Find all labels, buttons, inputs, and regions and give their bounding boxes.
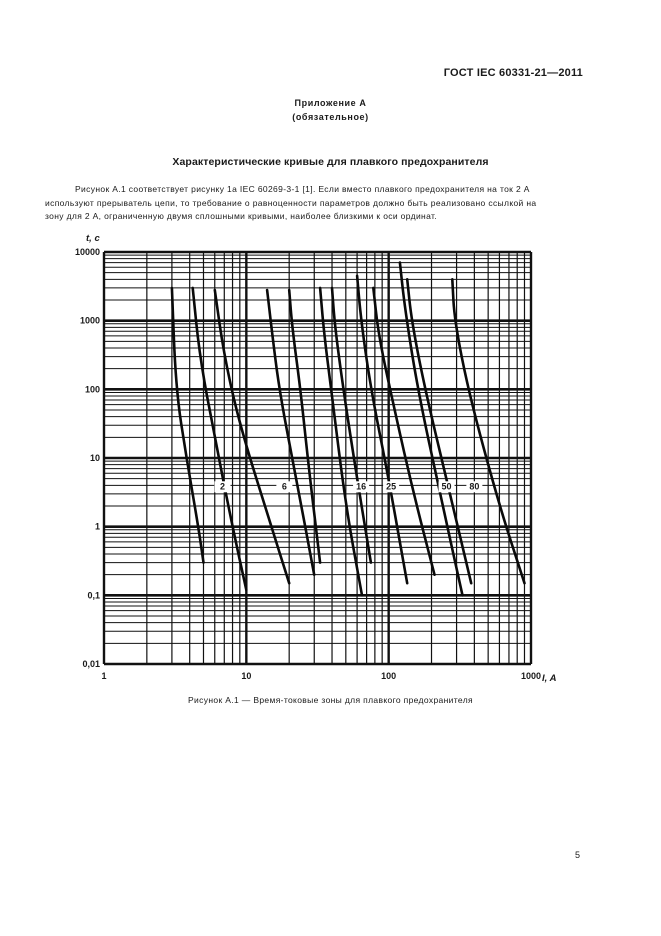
x-tick-label: 1	[101, 671, 107, 681]
y-tick-label: 1000	[79, 315, 100, 326]
curve-label: 6	[281, 481, 287, 492]
annex-label: Приложение А	[294, 98, 367, 108]
annex-status: (обязательное)	[292, 112, 369, 122]
chart-grid	[104, 252, 531, 664]
y-tick-label: 10000	[74, 247, 100, 257]
x-tick-label: 10	[241, 671, 252, 681]
chart-y-axis-label: t, c	[86, 233, 100, 244]
paragraph-line-2: используют прерыватель цепи, то требование о равноценности параметров должно быть реализовано ссылкой на	[45, 197, 537, 208]
chart-curve-labels	[214, 481, 482, 492]
curve-label: 25	[386, 481, 397, 492]
figure-caption: Рисунок А.1 — Время-токовые зоны для плавкого предохранителя	[188, 695, 473, 705]
x-tick-label: 1000	[520, 671, 542, 681]
y-tick-label: 10	[89, 453, 100, 463]
section-title: Характеристические кривые для плавкого предохранителя	[172, 156, 489, 168]
curve-label: 16	[356, 481, 367, 492]
y-tick-label: 1	[94, 521, 100, 532]
paragraph-line-3: зону для 2 А, ограниченную двумя сплошными кривыми, наиболее близкими к оси ординат.	[45, 211, 437, 221]
chart-x-axis-label: I, A	[542, 673, 557, 684]
y-tick-label: 0,01	[82, 659, 100, 669]
curve-label: 2	[219, 481, 226, 492]
x-tick-label: 100	[381, 671, 397, 681]
page-number: 5	[574, 850, 580, 860]
y-tick-label: 100	[84, 384, 100, 395]
curve-3	[215, 290, 289, 583]
curve-label: 50	[441, 481, 452, 492]
curve-6	[320, 288, 362, 595]
paragraph-line-1: Рисунок А.1 соответствует рисунку 1а IEC 60269-3-1 [1]. Если вместо плавкого предохранителя на ток 2 А	[75, 184, 530, 194]
curve-label: 80	[469, 481, 480, 492]
y-tick-label: 0,1	[87, 590, 100, 601]
standard-number: ГОСТ IEC 60331-21—2011	[443, 67, 583, 79]
